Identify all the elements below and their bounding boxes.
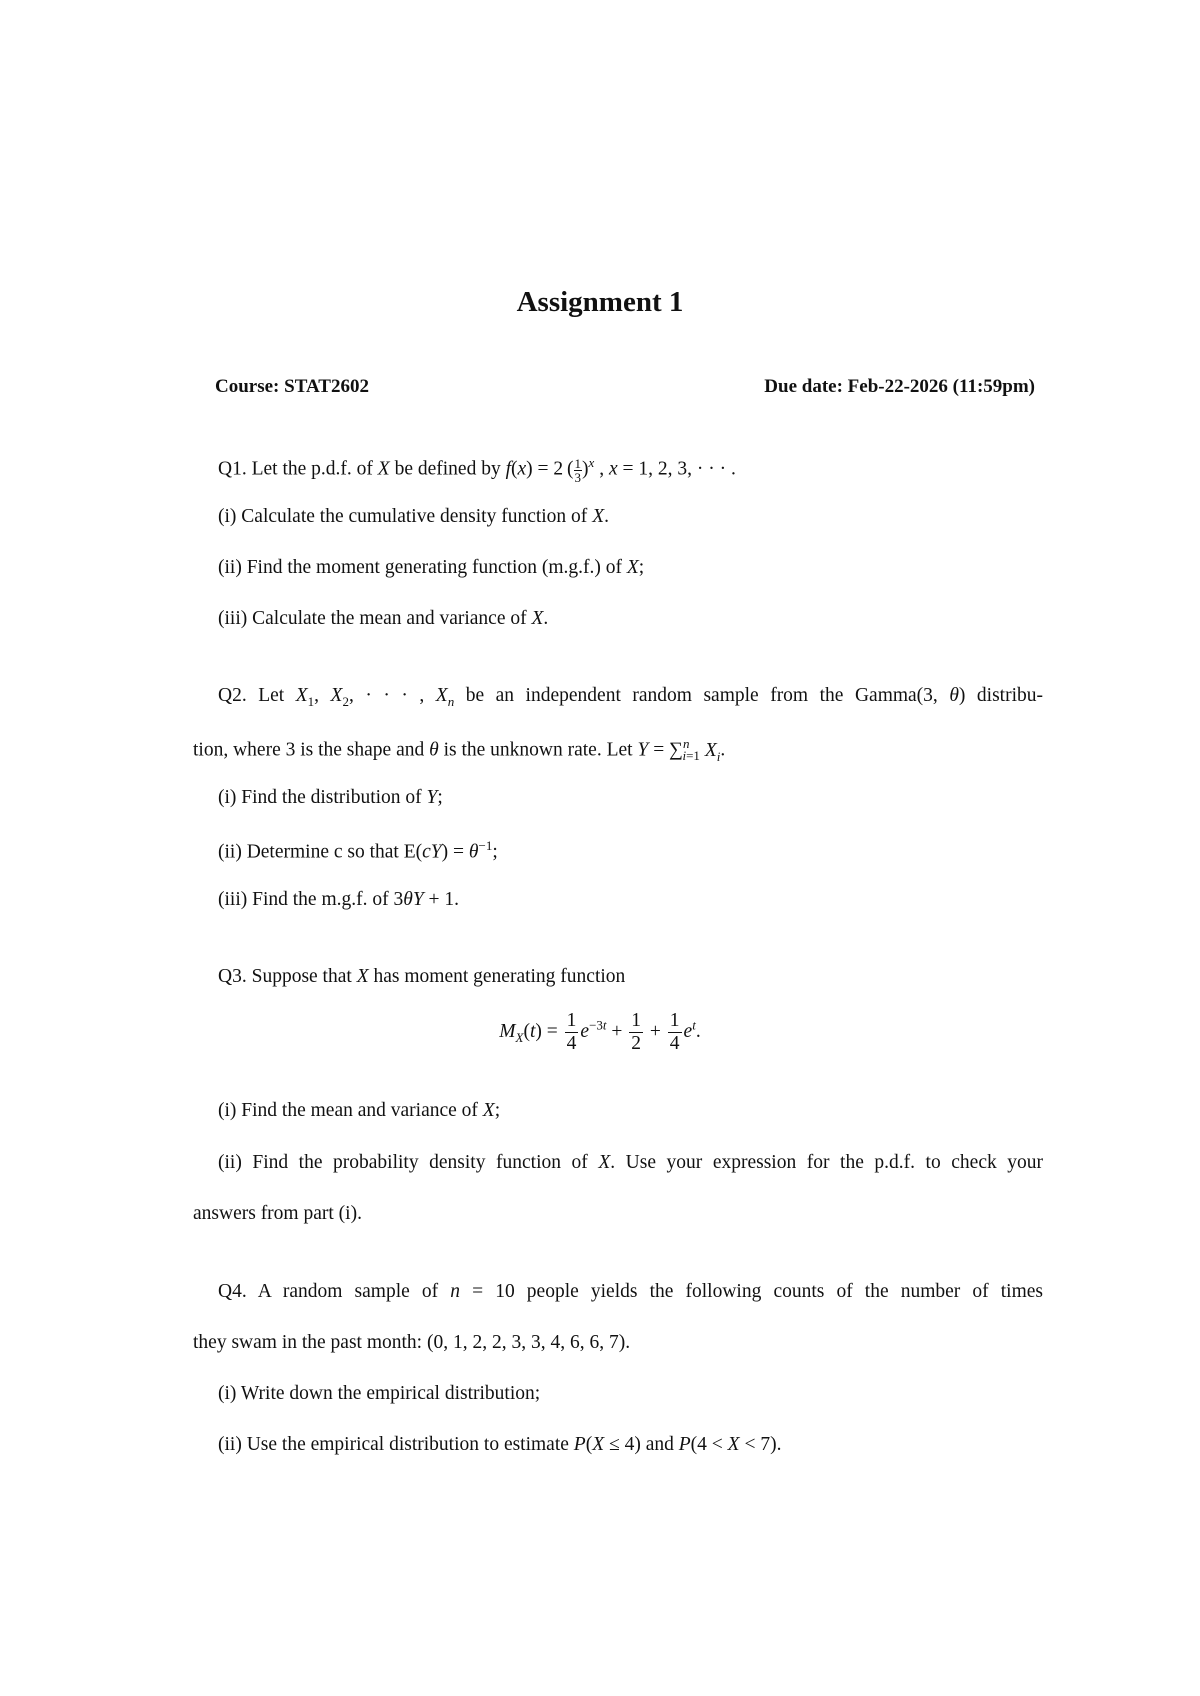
q3-stem: Q3. Suppose that X has moment generating function [218, 966, 626, 987]
q4-stem: Q4. A random sample of n = 10 people yields the following counts of the number of times [218, 1281, 1044, 1302]
q1-part-iii: (iii) Calculate the mean and variance of X. [218, 608, 549, 629]
q3-label: Q3 [218, 966, 242, 987]
q3-part-ii: (ii) Find the probability density function of X. Use your expression for the p.d.f. to check your [218, 1152, 1044, 1173]
q4-part-ii: (ii) Use the empirical distribution to estimate P(X ≤ 4) and P(4 < X < 7). [218, 1434, 782, 1455]
q4-part-i: (i) Write down the empirical distribution; [218, 1383, 541, 1404]
q1-part-i: (i) Calculate the cumulative density function of X. [218, 506, 609, 527]
q1-stem: Q1. Let the p.d.f. of X be defined by f(x) = 2 ( $\frac{1}{3}$ )$^x$ , x = 1, 2, 3, · · · . [218, 455, 736, 485]
mgf-equation: $M_X(t)$ = $\frac{1}{4}$ $e^{-3t}$ + $\frac{1}{2}$ + $\frac{1}{4}$ $e^t$. [499, 1010, 701, 1054]
page-title: Assignment 1 [516, 286, 684, 318]
q2-part-iii: (iii) Find the m.g.f. of 3θY + 1. [218, 889, 460, 910]
course-label: Course: STAT2602 [215, 376, 369, 397]
q2-stem-line1: Q2. Let $X_1$, $X_2$, · · · , $X_n$ be an independent random sample from the Gamma(3, θ) distribu- [218, 685, 1044, 709]
due-date-label: Due date: Feb-22-2026 (11:59pm) [764, 376, 1035, 397]
q4-data-line: they swam in the past month: (0, 1, 2, 2, 3, 3, 4, 6, 6, 7). [193, 1332, 631, 1353]
q1-label: Q1 [218, 458, 242, 480]
q2-stem-line2: tion, where 3 is the shape and θ is the unknown rate. Let Y = ∑$^n_{i=1}$ $X_i$. [193, 736, 726, 764]
q3-part-ii-cont: answers from part (i). [193, 1203, 362, 1224]
q2-part-i: (i) Find the distribution of Y; [218, 787, 443, 808]
q1-part-ii: (ii) Find the moment generating function (m.g.f.) of X; [218, 557, 645, 578]
q2-part-ii: (ii) Determine c so that $E(cY) = \theta^{-1}$; [218, 838, 498, 863]
q2-label: Q2 [218, 685, 242, 706]
q4-label: Q4 [218, 1281, 242, 1302]
header-meta [215, 376, 1035, 398]
q3-part-i: (i) Find the mean and variance of X; [218, 1100, 501, 1121]
